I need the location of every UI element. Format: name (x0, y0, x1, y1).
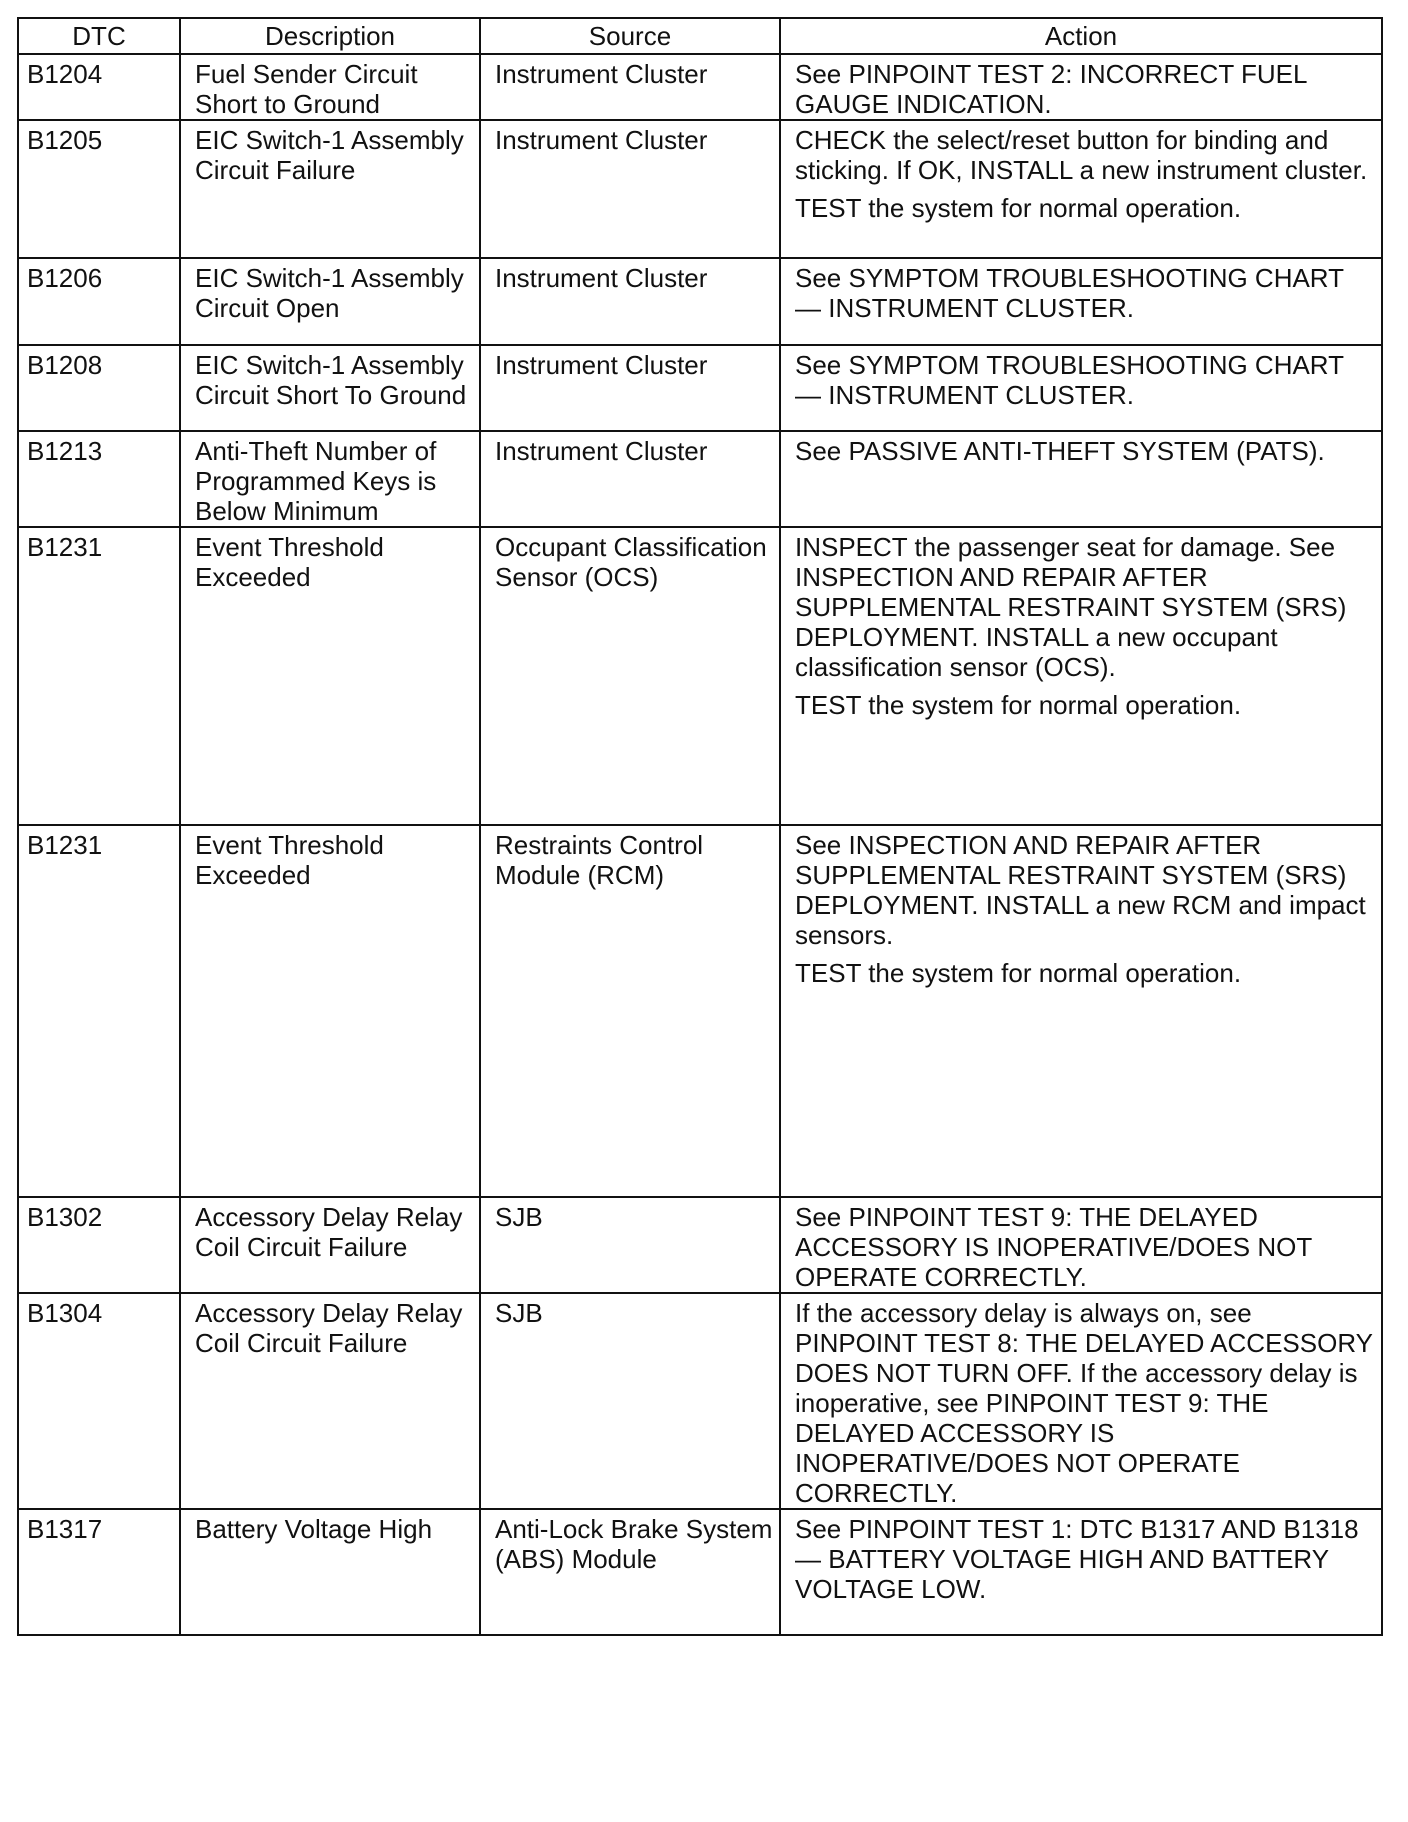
action-cell (780, 345, 1382, 431)
table-row (18, 120, 1382, 258)
description-cell: EIC Switch-1 Assembly Circuit Open (180, 258, 480, 345)
action-cell (780, 258, 1382, 345)
source-cell: SJB (480, 1197, 780, 1293)
action-cell (780, 120, 1382, 258)
dtc-code: B1206 (18, 258, 180, 345)
action-paragraph: TEST the system for normal operation. (795, 690, 1242, 720)
dtc-table (17, 17, 1383, 1636)
description-cell: Event Threshold Exceeded (180, 527, 480, 825)
description-cell: Fuel Sender Circuit Short to Ground (180, 54, 480, 120)
action-cell (780, 431, 1382, 527)
header-row (18, 18, 1382, 54)
description-cell: Accessory Delay Relay Coil Circuit Failure (180, 1197, 480, 1293)
action-paragraph: INSPECT the passenger seat for damage. See INSPECTION AND REPAIR AFTER SUPPLEMENTAL RESTRAINT SYSTEM (SRS) DEPLOYMENT. INSTALL a new occupant classification sensor (OCS). (795, 532, 1347, 682)
dtc-code: B1213 (18, 431, 180, 527)
header-dtc: DTC (18, 18, 180, 54)
action-paragraph: TEST the system for normal operation. (795, 958, 1242, 988)
source-cell: SJB (480, 1293, 780, 1509)
action-paragraph: See INSPECTION AND REPAIR AFTER SUPPLEMENTAL RESTRAINT SYSTEM (SRS) DEPLOYMENT. INSTALL a new RCM and impact sensors. (795, 830, 1366, 950)
dtc-code: B1302 (18, 1197, 180, 1293)
source-cell: Instrument Cluster (480, 431, 780, 527)
action-cell (780, 1509, 1382, 1635)
table-row (18, 527, 1382, 825)
action-cell (780, 527, 1382, 825)
dtc-code: B1317 (18, 1509, 180, 1635)
table-row (18, 54, 1382, 120)
source-cell: Instrument Cluster (480, 258, 780, 345)
description-cell: Anti-Theft Number of Programmed Keys is Below Minimum (180, 431, 480, 527)
action-paragraph: TEST the system for normal operation. (795, 193, 1242, 223)
dtc-code: B1204 (18, 54, 180, 120)
action-paragraph: CHECK the select/reset button for binding and sticking. If OK, INSTALL a new instrument cluster. (795, 125, 1368, 185)
table-body (18, 54, 1382, 1635)
action-paragraph: See SYMPTOM TROUBLESHOOTING CHART — INSTRUMENT CLUSTER. (795, 263, 1344, 323)
action-cell (780, 54, 1382, 120)
table-row (18, 1197, 1382, 1293)
dtc-code: B1231 (18, 825, 180, 1197)
action-paragraph: If the accessory delay is always on, see PINPOINT TEST 8: THE DELAYED ACCESSORY DOES NOT TURN OFF. If the accessory delay is inoperative, see PINPOINT TEST 9: THE DELAYED ACCESSORY IS INOPERATIVE/DOES NOT OPERATE CORRECTLY. (795, 1298, 1373, 1508)
dtc-code: B1304 (18, 1293, 180, 1509)
table-row (18, 825, 1382, 1197)
source-cell: Instrument Cluster (480, 120, 780, 258)
action-paragraph: See SYMPTOM TROUBLESHOOTING CHART — INSTRUMENT CLUSTER. (795, 350, 1344, 410)
action-paragraph: See PINPOINT TEST 2: INCORRECT FUEL GAUGE INDICATION. (795, 59, 1307, 119)
action-cell (780, 825, 1382, 1197)
table-row (18, 1293, 1382, 1509)
action-paragraph: See PINPOINT TEST 1: DTC B1317 AND B1318 — BATTERY VOLTAGE HIGH AND BATTERY VOLTAGE LOW. (795, 1514, 1359, 1604)
source-cell: Restraints Control Module (RCM) (480, 825, 780, 1197)
description-cell: EIC Switch-1 Assembly Circuit Short To Ground (180, 345, 480, 431)
header-source: Source (480, 18, 780, 54)
dtc-code: B1208 (18, 345, 180, 431)
description-cell: EIC Switch-1 Assembly Circuit Failure (180, 120, 480, 258)
action-cell (780, 1293, 1382, 1509)
header-action: Action (780, 18, 1382, 54)
action-paragraph: See PASSIVE ANTI-THEFT SYSTEM (PATS). (795, 436, 1325, 466)
description-cell: Accessory Delay Relay Coil Circuit Failure (180, 1293, 480, 1509)
source-cell: Instrument Cluster (480, 54, 780, 120)
table-row (18, 345, 1382, 431)
source-cell: Occupant Classification Sensor (OCS) (480, 527, 780, 825)
header-description: Description (180, 18, 480, 54)
table-row (18, 431, 1382, 527)
table-row (18, 258, 1382, 345)
dtc-code: B1205 (18, 120, 180, 258)
description-cell: Battery Voltage High (180, 1509, 480, 1635)
action-paragraph: See PINPOINT TEST 9: THE DELAYED ACCESSORY IS INOPERATIVE/DOES NOT OPERATE CORRECTLY. (795, 1202, 1312, 1292)
table-row (18, 1509, 1382, 1635)
source-cell: Anti-Lock Brake System (ABS) Module (480, 1509, 780, 1635)
dtc-code: B1231 (18, 527, 180, 825)
description-cell: Event Threshold Exceeded (180, 825, 480, 1197)
source-cell: Instrument Cluster (480, 345, 780, 431)
action-cell (780, 1197, 1382, 1293)
